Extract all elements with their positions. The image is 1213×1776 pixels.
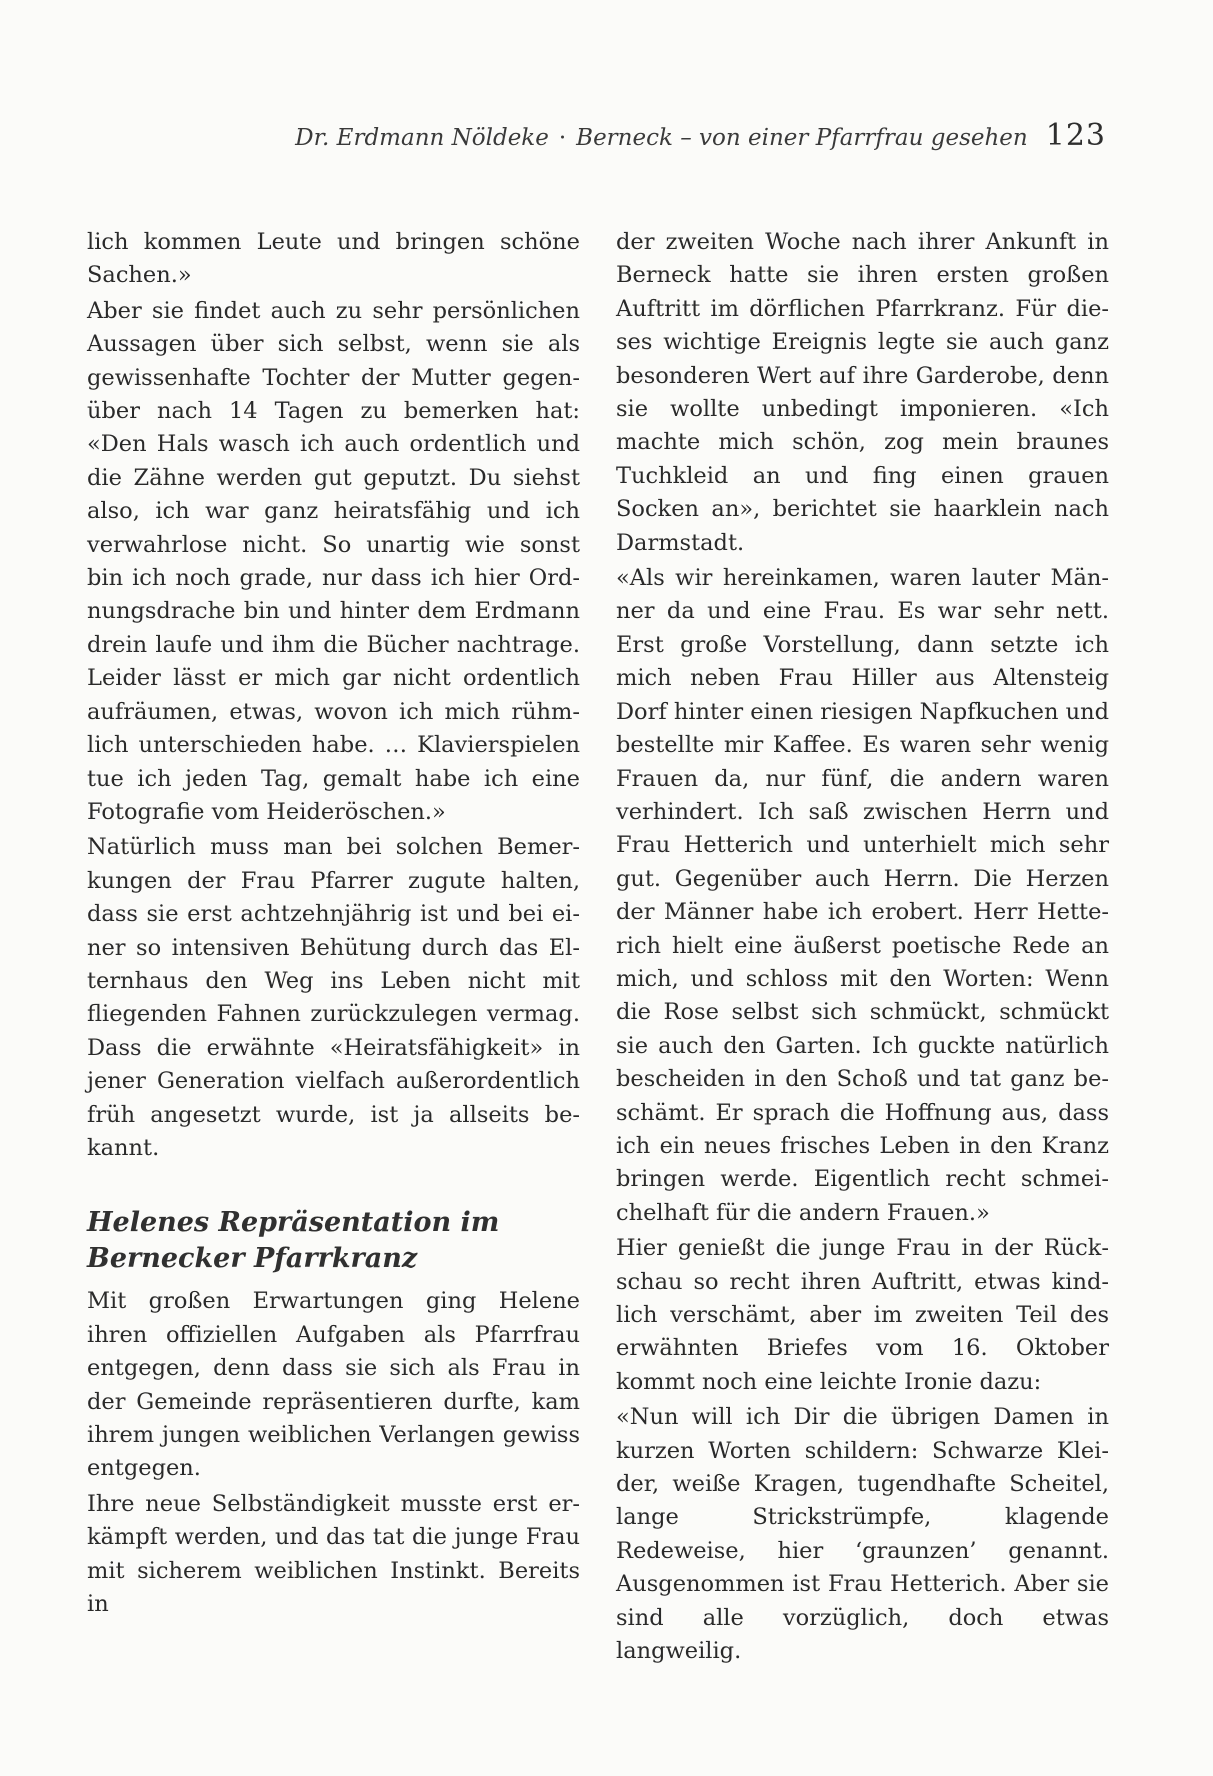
paragraph: Ihre neue Selbständigkeit musste erst erkämpft werden, und das tat die junge Frau mit sicherem weiblichen Instinkt. Bereits in — [87, 1490, 580, 1618]
section-heading: Helenes Repräsentation im Bernecker Pfarrkranz — [87, 1207, 500, 1275]
paragraph: Mit großen Erwartungen ging Helene ihren offiziellen Aufgaben als Pfarrfrau entgegen, denn dass sie sich als Frau in der Gemeinde repräsentieren durfte, kam ihrem jungen weiblichen Verlangen gewiss entgegen. — [87, 1288, 580, 1482]
header-separator: · — [558, 125, 567, 151]
paragraph: lich kommen Leute und bringen schöne Sachen.» — [87, 229, 580, 289]
paragraph: der zweiten Woche nach ihrer Ankunft in Berneck hatte sie ihren ersten großen Auftritt im dörflichen Pfarrkranz. Für dieses wichtige Ereignis legte sie auch ganz besonderen Wert auf ihre Garderobe, denn sie wollte unbedingt imponieren. «Ich machte mich schön, zog mein braunes Tuchkleid an und fing einen grauen Socken an», berichtet sie haarklein nach Darmstadt. — [616, 229, 1109, 556]
page-number: 123 — [1045, 118, 1106, 153]
running-header — [0, 118, 1106, 153]
header-title: Berneck – von einer Pfarrfrau gesehen — [576, 125, 1028, 151]
paragraph: Aber sie findet auch zu sehr persönlichen Aussagen über sich selbst, wenn sie als gewissenhafte Tochter der Mutter gegenüber nach 14 Tagen zu bemerken hat: «Den Hals wasch ich auch ordentlich und die Zähne werden gut geputzt. Du siehst also, ich war ganz heiratsfähig und ich verwahrlose nicht. So unartig wie sonst bin ich noch grade, nur dass ich hier Ordnungsdrache bin und hinter dem Erdmann drein laufe und ihm die Bücher nachtrage. Leider lässt er mich gar nicht ordentlich aufräumen, etwas, wovon ich mich rühmlich unterschieden habe. … Klavierspielen tue ich jeden Tag, gemalt habe ich eine Fotografie vom Heideröschen.» — [87, 297, 580, 825]
paragraph: «Nun will ich Dir die übrigen Damen in kurzen Worten schildern: Schwarze Kleider, weiße Kragen, tugendhafte Scheitel, lange Strickstrümpfe, klagende Redeweise, hier ‘graunzen’ genannt. Ausgenommen ist Frau Hetterich. Aber sie sind alle vorzüglich, doch etwas langweilig. — [616, 1404, 1109, 1665]
paragraph: «Als wir hereinkamen, waren lauter Männer da und eine Frau. Es war sehr nett. Erst große Vorstellung, dann setzte ich mich neben Frau Hiller aus Altensteig Dorf hinter einen riesigen Napfkuchen und bestellte mir Kaffee. Es waren sehr wenig Frauen da, nur fünf, die andern waren verhindert. Ich saß zwischen Herrn und Frau Hetterich und unterhielt mich sehr gut. Gegenüber auch Herrn. Die Herzen der Männer habe ich erobert. Herr Hetterich hielt eine äußerst poetische Rede an mich, und schloss mit den Worten: Wenn die Rose selbst sich schmückt, schmückt sie auch den Garten. Ich guckte natürlich bescheiden in den Schoß und tat ganz beschämt. Er sprach die Hoffnung aus, dass ich ein neues frisches Leben in den Kranz bringen werde. Eigentlich recht schmeichelhaft für die andern Frauen.» — [616, 565, 1109, 1226]
paragraph: Hier genießt die junge Frau in der Rückschau so recht ihren Auftritt, etwas kindlich verschämt, aber im zweiten Teil des erwähnten Briefes vom 16. Oktober kommt noch eine leichte Ironie dazu: — [616, 1235, 1109, 1395]
right-column — [616, 226, 1109, 1670]
paragraph: Natürlich muss man bei solchen Bemerkungen der Frau Pfarrer zugute halten, dass sie erst achtzehnjährig ist und bei einer so intensiven Behütung durch das Elternhaus den Weg ins Leben nicht mit fliegenden Fahnen zurückzulegen vermag. Dass die erwähnte «Heiratsfähigkeit» in jener Generation vielfach außerordentlich früh angesetzt wurde, ist ja allseits bekannt. — [87, 834, 580, 1161]
header-author: Dr. Erdmann Nöldeke — [295, 125, 549, 151]
left-column — [87, 226, 580, 1623]
